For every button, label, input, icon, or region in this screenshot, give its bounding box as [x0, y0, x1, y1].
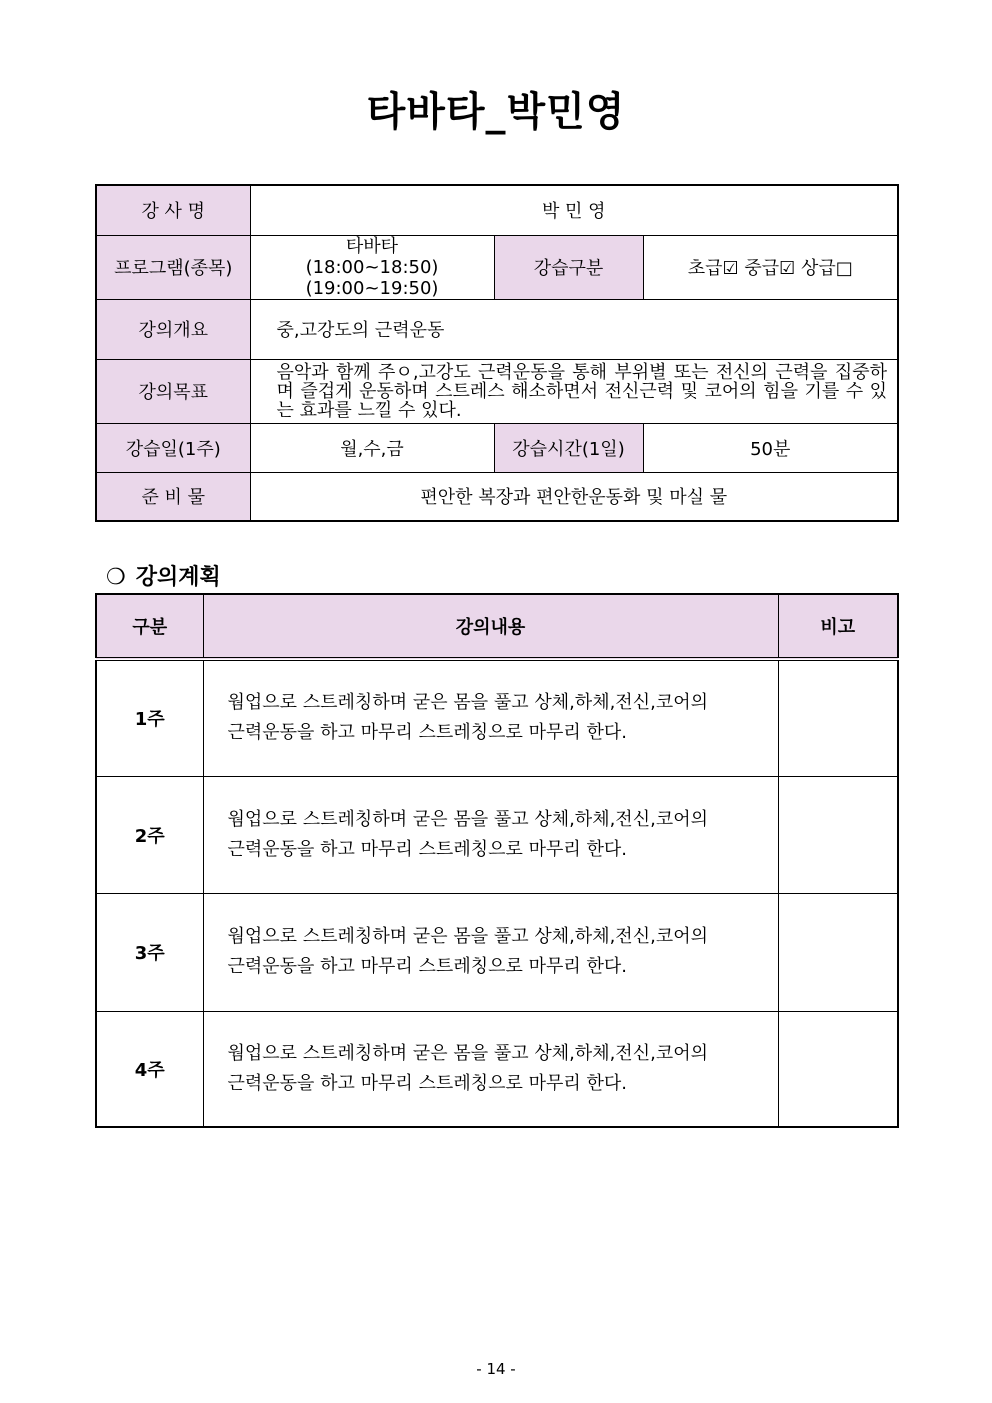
- course-info-table: [95, 184, 899, 522]
- week-cell: 4주: [96, 1011, 203, 1127]
- table-row: [96, 893, 898, 1011]
- duration-label: 강습시간(1일): [494, 423, 643, 472]
- content-line: 근력운동을 하고 마무리 스트레칭으로 마무리 한다.: [227, 722, 627, 744]
- days-value: 월,수,금: [250, 423, 494, 472]
- note-cell: [778, 776, 898, 893]
- section-title: 강의계획: [135, 565, 221, 590]
- page-number: - 14 -: [476, 1360, 516, 1378]
- week-cell: 3주: [96, 893, 203, 1011]
- supplies-label: 준 비 물: [96, 472, 250, 521]
- program-time-2: (19:00~19:50): [305, 277, 439, 299]
- content-cell: [203, 776, 778, 893]
- instructor-label: 강 사 명: [96, 185, 250, 235]
- table-row: [96, 1011, 898, 1127]
- program-label: 프로그램(종목): [96, 235, 250, 299]
- content-line: 웜업으로 스트레칭하며 굳은 몸을 풀고 상체,하체,전신,코어의: [227, 926, 708, 947]
- overview-value: 중,고강도의 근력운동: [250, 299, 898, 359]
- table-row: [96, 776, 898, 893]
- goal-label: 강의목표: [96, 359, 250, 423]
- goal-row: [96, 359, 898, 423]
- content-cell: [203, 659, 778, 776]
- lecture-plan-table: [95, 593, 899, 1128]
- level-value: 초급☑ 중급☑ 상급□: [643, 235, 898, 299]
- note-cell: [778, 893, 898, 1011]
- content-line: 웜업으로 스트레칭하며 굳은 몸을 풀고 상체,하체,전신,코어의: [227, 808, 708, 830]
- section-heading: [106, 560, 221, 591]
- note-cell: [778, 659, 898, 776]
- content-cell: [203, 1011, 778, 1127]
- supplies-value: 편안한 복장과 편안한운동화 및 마실 물: [250, 472, 898, 521]
- week-cell: 1주: [96, 659, 203, 776]
- circle-bullet-icon: ❍: [106, 565, 126, 590]
- schedule-row: [96, 423, 898, 472]
- content-line: 웜업으로 스트레칭하며 굳은 몸을 풀고 상체,하체,전신,코어의: [227, 1042, 708, 1064]
- header-content: 강의내용: [203, 594, 778, 659]
- note-cell: [778, 1011, 898, 1127]
- program-name: 타바타: [345, 235, 399, 257]
- supplies-row: [96, 472, 898, 521]
- program-row: [96, 235, 898, 299]
- header-week: 구분: [96, 594, 203, 659]
- content-line: 근력운동을 하고 마무리 스트레칭으로 마무리 한다.: [227, 1072, 627, 1094]
- plan-header-row: [96, 594, 898, 659]
- content-line: 근력운동을 하고 마무리 스트레칭으로 마무리 한다.: [227, 838, 627, 860]
- week-cell: 2주: [96, 776, 203, 893]
- instructor-row: [96, 185, 898, 235]
- table-row: [96, 659, 898, 776]
- content-line: 근력운동을 하고 마무리 스트레칭으로 마무리 한다.: [227, 956, 627, 977]
- header-note: 비고: [778, 594, 898, 659]
- page-title: 타바타_박민영: [366, 89, 626, 135]
- duration-value: 50분: [643, 423, 898, 472]
- goal-value: 음악과 함께 주ㅇ,고강도 근력운동을 통해 부위별 또는 전신의 근력을 집중하며 즐겁게 운동하며 스트레스 해소하면서 전신근력 및 코어의 힘을 기를 수 있는 효과를 느낄 수 있다.: [250, 359, 898, 423]
- content-line: 웜업으로 스트레칭하며 굳은 몸을 풀고 상체,하체,전신,코어의: [227, 692, 708, 714]
- overview-row: [96, 299, 898, 359]
- content-cell: [203, 893, 778, 1011]
- level-label: 강습구분: [494, 235, 643, 299]
- days-label: 강습일(1주): [96, 423, 250, 472]
- program-time-1: (18:00~18:50): [305, 256, 439, 278]
- overview-label: 강의개요: [96, 299, 250, 359]
- program-value: [250, 235, 494, 299]
- instructor-value: 박 민 영: [250, 185, 898, 235]
